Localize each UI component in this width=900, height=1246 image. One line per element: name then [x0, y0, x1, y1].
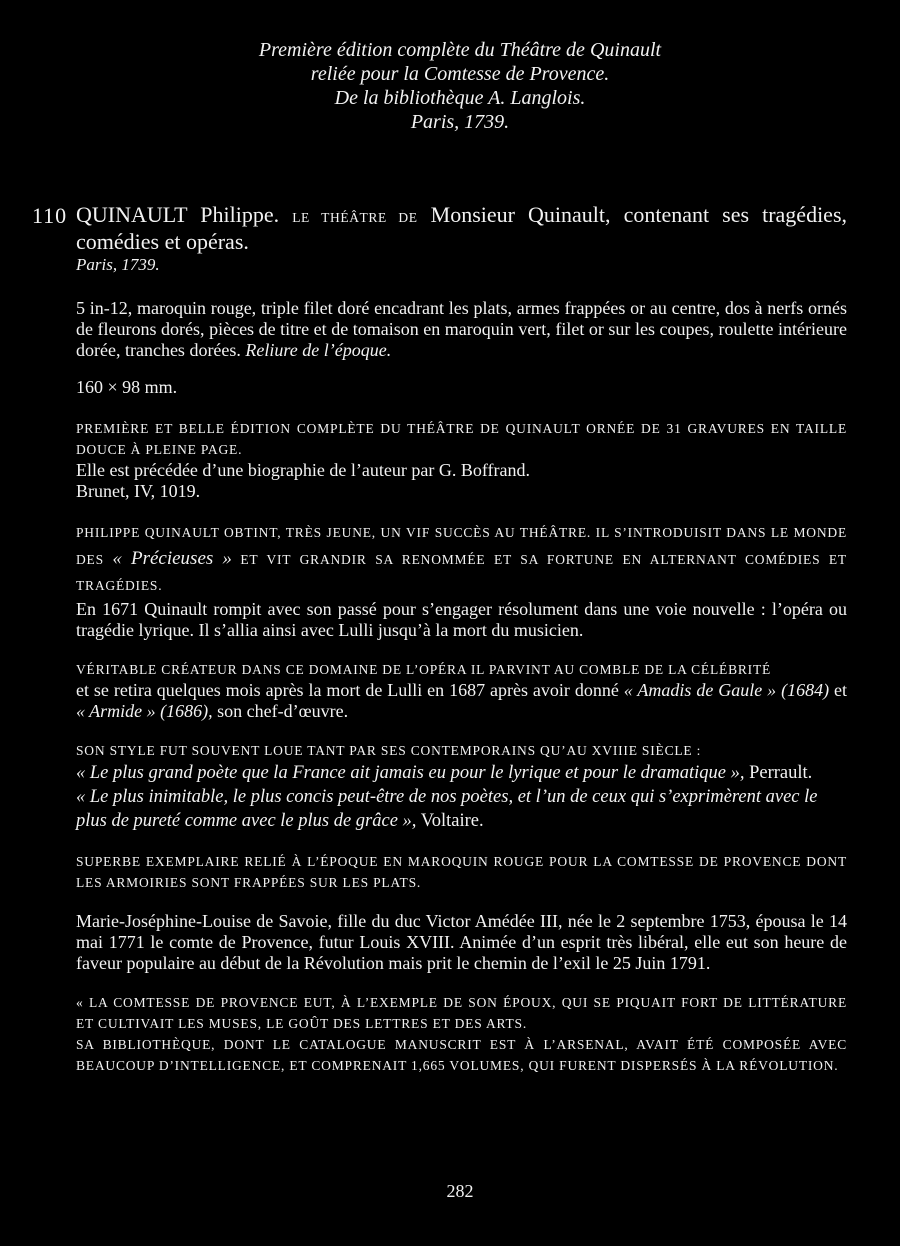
- header-line: De la bibliothèque A. Langlois.: [334, 87, 586, 109]
- title-rest: Monsieur Quinault, contenant ses tragédies, comédies et opéras.: [76, 202, 848, 254]
- text-run: son chef-d’œuvre.: [217, 701, 349, 721]
- quote-text: « Le plus inimitable, le plus concis peut-être de nos poètes, et l’un de ceux qui s’exprimèrent avec le plus de pureté comme avec le plus de grâce »,: [76, 787, 818, 831]
- header-line: reliée pour la Comtesse de Provence.: [310, 63, 610, 85]
- quotation: [76, 761, 847, 785]
- paragraph-caps: SON STYLE FUT SOUVENT LOUE TANT PAR SES CONTEMPORAINS QU’AU XVIIIE SIÈCLE :: [76, 743, 702, 758]
- quotation: [76, 785, 847, 833]
- entry-title: [76, 203, 847, 254]
- paragraph-text: Marie-Joséphine-Louise de Savoie, fille du duc Victor Amédée III, née le 2 septembre 1753, épousa le 14 mai 1771 le comte de Provence, futur Louis XVIII. Animée d’un esprit très libéral, elle eut son heure de faveur populaire au début de la Révolution mais prit le chemin de l’exil le 25 Juin 1791.: [76, 911, 847, 973]
- paragraph-caps: PREMIÈRE ET BELLE ÉDITION COMPLÈTE DU THÉÂTRE DE QUINAULT ORNÉE DE 31 GRAVURES EN TAILLE DOUCE À PLEINE PAGE.: [76, 421, 847, 457]
- quote-attribution: Perrault.: [749, 763, 813, 783]
- quote-text: « Le plus grand poète que la France ait jamais eu pour le lyrique et pour le dramatique »,: [76, 763, 745, 783]
- title-smallcaps: LE THÉÂTRE DE: [292, 210, 418, 225]
- text-run: et se retira quelques mois après la mort de Lulli en 1687 après avoir donné: [76, 680, 619, 700]
- lot-entry: [76, 203, 847, 1076]
- italic-quote: « Précieuses »: [112, 548, 232, 569]
- binding-note: Reliure de l’époque.: [245, 340, 392, 360]
- paragraph-caps: SUPERBE EXEMPLAIRE RELIÉ À L’ÉPOQUE EN MAROQUIN ROUGE POUR LA COMTESSE DE PROVENCE DONT LES ARMOIRIES SONT FRAPPÉES SUR LES PLATS.: [76, 854, 847, 890]
- page-number: 282: [446, 1181, 474, 1201]
- collation-text: 5 in-12, maroquin rouge, triple filet doré encadrant les plats, armes frappées or au centre, dos à nerfs ornés de fleurons dorés, pièces de titre et de tomaison en maroquin vert, filet or sur les coupes, roulette intérieure dorée, tranches dorées.: [76, 298, 847, 360]
- page-header: [0, 38, 900, 134]
- paragraph-caps: [76, 520, 847, 599]
- header-line: Première édition complète du Théâtre de Quinault: [258, 39, 662, 61]
- caps-text: PHILIPPE QUINAULT OBTINT, TRÈS JEUNE, UN VIF SUCCÈS AU THÉÂTRE. IL S’INTRODUISIT DANS LE MONDE DES: [76, 525, 847, 567]
- caps-text: ET VIT GRANDIR SA RENOMMÉE ET SA FORTUNE EN ALTERNANT COMÉDIES ET TRAGÉDIES.: [76, 552, 847, 593]
- paragraph-caps: « LA COMTESSE DE PROVENCE EUT, À L’EXEMPLE DE SON ÉPOUX, QUI SE PIQUAIT FORT DE LITTÉRATURE ET CULTIVAIT LES MUSES, LE GOÛT DES LETTRES ET DES ARTS.: [76, 995, 847, 1031]
- collation: [76, 298, 847, 361]
- work-title: « Amadis de Gaule » (1684): [623, 680, 830, 700]
- publication-place: Paris, 1739.: [76, 255, 160, 274]
- lot-number: 110: [32, 203, 68, 228]
- paragraph-text: [76, 680, 847, 722]
- bibliographic-reference: Brunet, IV, 1019.: [76, 481, 201, 501]
- author-name: QUINAULT Philippe.: [76, 202, 280, 227]
- dimensions: 160 × 98 mm.: [76, 377, 178, 397]
- work-title: « Armide » (1686),: [76, 701, 213, 721]
- quote-attribution: Voltaire.: [420, 811, 484, 831]
- paragraph-text: En 1671 Quinault rompit avec son passé pour s’engager résolument dans une voie nouvelle : l’opéra ou tragédie lyrique. Il s’allia ainsi avec Lulli jusqu’à la mort du musicien.: [76, 599, 847, 640]
- text-run: et: [834, 680, 848, 700]
- header-line: Paris, 1739.: [410, 111, 510, 133]
- paragraph-caps: VÉRITABLE CRÉATEUR DANS CE DOMAINE DE L’OPÉRA IL PARVINT AU COMBLE DE LA CÉLÉBRITÉ: [76, 662, 772, 677]
- paragraph-text: Elle est précédée d’une biographie de l’auteur par G. Boffrand.: [76, 460, 530, 480]
- paragraph-caps: SA BIBLIOTHÈQUE, DONT LE CATALOGUE MANUSCRIT EST À L’ARSENAL, AVAIT ÉTÉ COMPOSÉE AVEC BEAUCOUP D’INTELLIGENCE, ET COMPRENAIT 1,665 VOLUMES, QUI FURENT DISPERSÉS À LA RÉVOLUTION.: [76, 1037, 847, 1073]
